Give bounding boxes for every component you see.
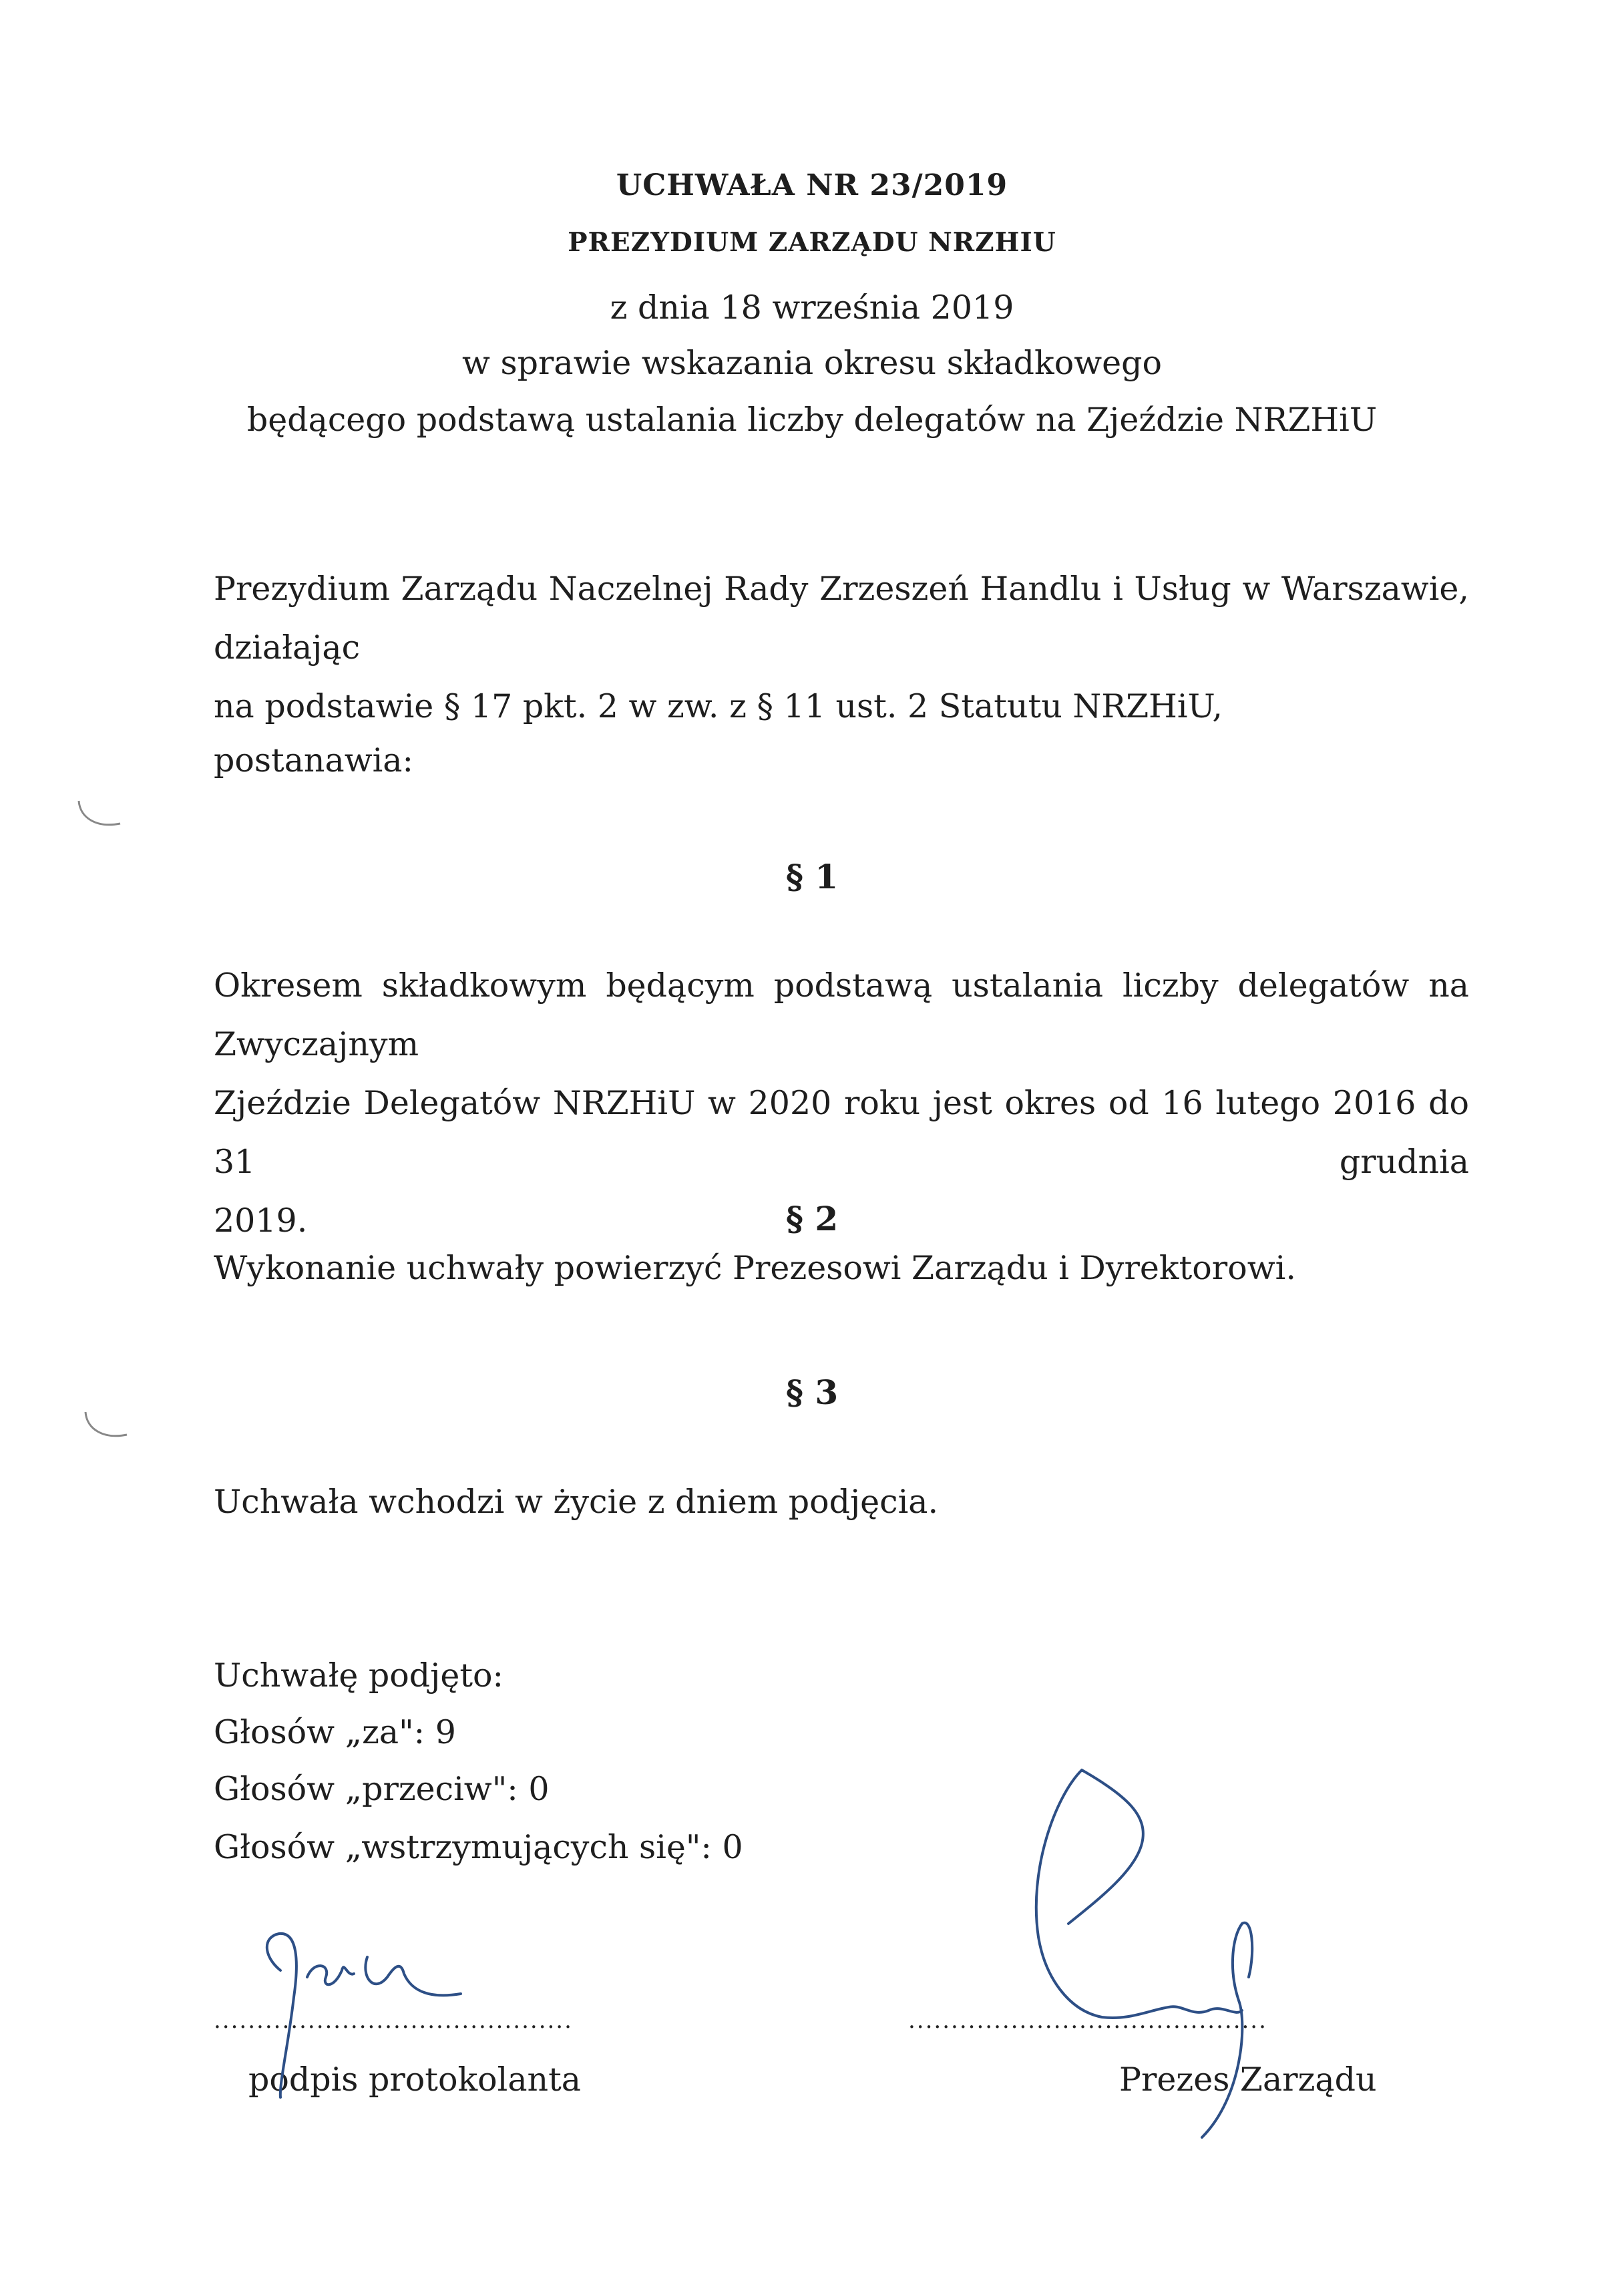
- vote-heading: Uchwałę podjęto:: [214, 1656, 504, 1695]
- section-2-body: Wykonanie uchwały powierzyć Prezesowi Zarządu i Dyrektorowi.: [214, 1249, 1296, 1287]
- vote-against: Głosów „przeciw": 0: [214, 1770, 550, 1808]
- right-signature-mark: [1036, 1770, 1252, 2137]
- subject-line-2: będącego podstawą ustalania liczby delegatów na Zjeździe NRZHiU: [246, 401, 1378, 439]
- right-signature-line: ..........................................: [908, 2007, 1267, 2034]
- decision-label: postanawia:: [214, 741, 414, 779]
- section-1-line-1: Okresem składkowym będącym podstawą ustalania liczby delegatów na Zwyczajnym: [214, 966, 1469, 1063]
- resolution-issuer: PREZYDIUM ZARZĄDU NRZHIU: [568, 227, 1056, 258]
- left-signature-line: ..........................................: [214, 2007, 573, 2034]
- scan-mark-1: [73, 798, 127, 838]
- scan-mark-2: [80, 1409, 134, 1449]
- section-1-line-3: 2019.: [214, 1202, 308, 1240]
- preamble-line-2: na podstawie § 17 pkt. 2 w zw. z § 11 ust. 2 Statutu NRZHiU,: [214, 687, 1223, 725]
- section-1-line-2: Zjeździe Delegatów NRZHiU w 2020 roku jest okres od 16 lutego 2016 do 31 grudnia: [214, 1084, 1469, 1181]
- subject-line-1: w sprawie wskazania okresu składkowego: [461, 344, 1163, 382]
- preamble-line-1: Prezydium Zarządu Naczelnej Rady Zrzeszeń Handlu i Usług w Warszawie, działając: [214, 570, 1469, 667]
- right-signature-label: Prezes Zarządu: [1119, 2061, 1377, 2099]
- vote-abstain: Głosów „wstrzymujących się": 0: [214, 1828, 743, 1866]
- section-1-heading: § 1: [785, 857, 839, 896]
- resolution-date: z dnia 18 września 2019: [610, 289, 1014, 327]
- section-3-heading: § 3: [785, 1373, 839, 1412]
- section-2-heading: § 2: [785, 1199, 839, 1238]
- left-signature-label: podpis protokolanta: [248, 2061, 582, 2099]
- resolution-title: UCHWAŁA NR 23/2019: [616, 168, 1008, 202]
- left-signature-mark: [267, 1934, 461, 2097]
- vote-for: Głosów „za": 9: [214, 1713, 456, 1751]
- section-3-body: Uchwała wchodzi w życie z dniem podjęcia.: [214, 1483, 939, 1521]
